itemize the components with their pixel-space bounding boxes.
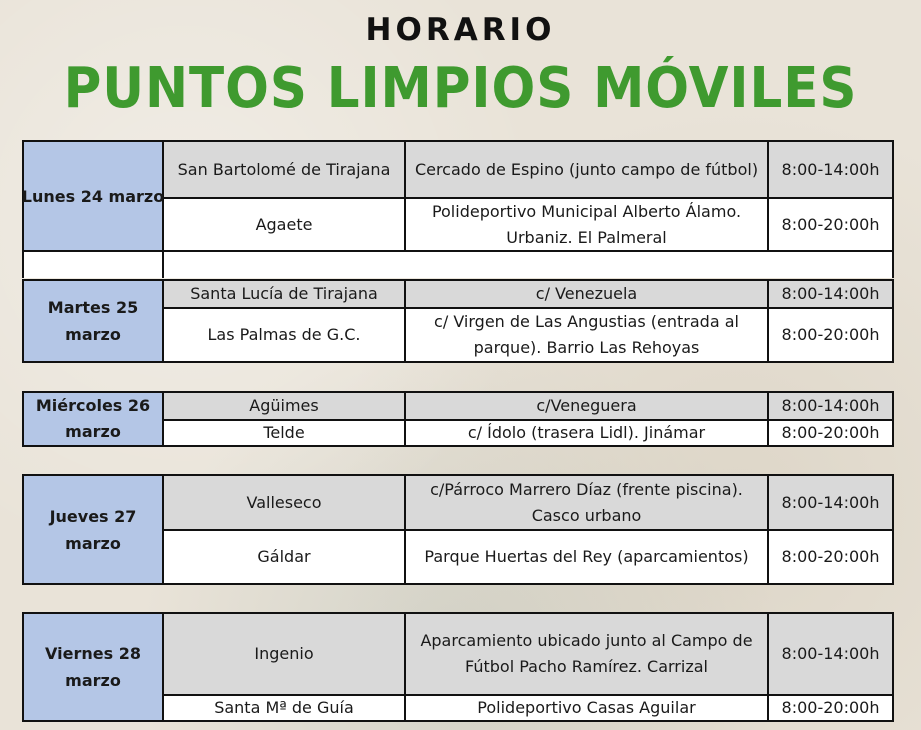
hours-cell: 8:00-20:00h <box>781 214 880 234</box>
hours-cell: 8:00-20:00h <box>781 547 880 566</box>
location-cell: Cercado de Espino (junto campo de fútbol) <box>406 142 769 197</box>
municipality-cell: Telde <box>164 421 406 445</box>
location-cell: c/Veneguera <box>406 393 769 419</box>
table-row <box>164 393 892 419</box>
hours-cell: 8:00-14:00h <box>781 159 880 179</box>
municipality-cell: Agüimes <box>164 393 406 419</box>
municipality-cell: Santa Lucía de Tirajana <box>164 281 406 307</box>
location-cell: Parque Huertas del Rey (aparcamientos) <box>406 531 769 583</box>
hours-cell: 8:00-14:00h <box>781 284 880 303</box>
table-row <box>164 694 892 720</box>
hours-cell: 8:00-14:00h <box>781 644 880 663</box>
table-row <box>164 476 892 529</box>
page-title: PUNTOS LIMPIOS MÓVILES <box>63 56 858 121</box>
municipality-cell: Las Palmas de G.C. <box>164 309 406 361</box>
day-label-text: Miércoles 26 marzo <box>35 396 151 441</box>
header-subtitle: HORARIO <box>365 12 556 48</box>
day-label <box>24 614 164 720</box>
table-row <box>164 529 892 583</box>
municipality-cell: Valleseco <box>164 476 406 529</box>
municipality-cell: Agaete <box>164 199 406 250</box>
location-cell: c/ Venezuela <box>406 281 769 307</box>
schedule-block-miercoles <box>22 391 894 447</box>
schedule-block-lunes <box>22 140 894 278</box>
location-cell: c/ Virgen de Las Angustias (entrada al parque). Barrio Las Rehoyas <box>406 309 769 361</box>
location-cell: Polideportivo Municipal Alberto Álamo. Urbaniz. El Palmeral <box>406 199 769 250</box>
day-label <box>24 281 164 361</box>
hours-cell: 8:00-20:00h <box>781 698 880 717</box>
day-label-text: Lunes 24 marzo <box>21 186 165 206</box>
table-row <box>164 142 892 197</box>
municipality-cell: San Bartolomé de Tirajana <box>164 142 406 197</box>
table-row <box>164 197 892 250</box>
day-label <box>24 393 164 445</box>
day-label-text: Jueves 27 marzo <box>49 506 137 553</box>
hours-cell: 8:00-20:00h <box>781 325 880 344</box>
location-cell: c/ Ídolo (trasera Lidl). Jinámar <box>406 421 769 445</box>
location-cell: Polideportivo Casas Aguilar <box>406 696 769 720</box>
hours-cell: 8:00-14:00h <box>781 492 880 512</box>
table-row <box>164 281 892 307</box>
hours-cell: 8:00-14:00h <box>781 396 880 415</box>
hours-cell: 8:00-20:00h <box>781 423 880 442</box>
spacer-row <box>24 250 892 278</box>
municipality-cell: Santa Mª de Guía <box>164 696 406 720</box>
table-row <box>164 614 892 694</box>
day-label <box>24 476 164 583</box>
table-row <box>164 419 892 445</box>
day-label <box>21 142 165 250</box>
municipality-cell: Gáldar <box>164 531 406 583</box>
municipality-cell: Ingenio <box>164 614 406 694</box>
location-cell: Aparcamiento ubicado junto al Campo de Fútbol Pacho Ramírez. Carrizal <box>406 614 769 694</box>
schedule-block-martes <box>22 279 894 363</box>
schedule-block-jueves <box>22 474 894 585</box>
day-label-text: Viernes 28 marzo <box>45 644 141 690</box>
schedule-block-viernes <box>22 612 894 722</box>
location-cell: c/Párroco Marrero Díaz (frente piscina). Casco urbano <box>406 476 769 529</box>
table-row <box>164 307 892 361</box>
spacer-cell <box>24 252 164 278</box>
day-label-text: Martes 25 marzo <box>47 298 139 344</box>
